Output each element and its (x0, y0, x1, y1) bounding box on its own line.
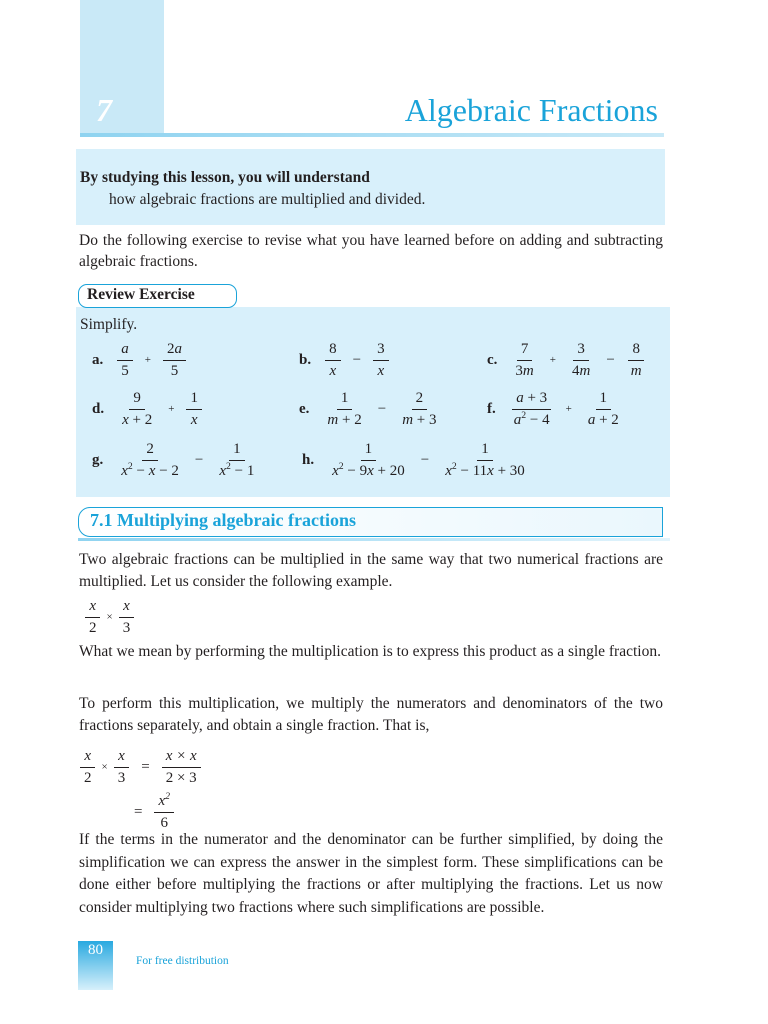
fraction (584, 390, 623, 428)
denominator: x (190, 411, 198, 428)
exercise-item-a (92, 341, 186, 379)
numerator: x (80, 748, 95, 768)
operator: + (144, 354, 151, 366)
operator: + (549, 354, 556, 366)
intro-paragraph: Do the following exercise to revise what you have learned before on adding and subtracting algebraic fractions. (79, 232, 663, 270)
fraction (398, 390, 440, 428)
denominator: $x^2 - 1$ (219, 460, 255, 479)
numerator: 2 (142, 441, 158, 461)
chapter-number: 7 (96, 92, 112, 128)
denominator: $a^2 - 4$ (513, 409, 550, 428)
denominator: 2 × 3 (165, 769, 197, 786)
section-paragraph-1: Two algebraic fractions can be multiplied in the same way that two numerical fractions are multiplied. Let us consider the following example. (79, 551, 663, 590)
fraction (373, 341, 389, 379)
operator: − (194, 451, 204, 468)
derivation-step-2 (124, 793, 174, 831)
fraction (117, 441, 183, 479)
exercise-item-f (487, 390, 623, 428)
equals-sign: = (134, 803, 143, 820)
operator: − (377, 400, 387, 417)
times-sign: × (106, 611, 113, 623)
numerator: a (117, 341, 133, 361)
numerator: 3 (573, 341, 589, 361)
exercise-item-b (299, 341, 389, 379)
numerator: 3 (373, 341, 389, 361)
numerator: 1 (229, 441, 245, 461)
operator: − (606, 351, 615, 368)
numerator: 1 (337, 390, 353, 410)
section-paragraph-4: If the terms in the numerator and the denominator can be further simplified, by doing the simplification we can express the answer in the simplest form. These simplifications can be done either before multiplying the fractions or after multiplying the fractions. Let us now consider multiplying two fractions where such simplifications are possible. (79, 831, 663, 916)
numerator: 1 (361, 441, 377, 461)
fraction (325, 341, 341, 379)
numerator: 2a (163, 341, 186, 361)
section-title: 7.1 Multiplying algebraic fractions (90, 510, 356, 530)
fraction (162, 748, 201, 786)
numerator: x (114, 748, 129, 768)
exercise-item-d (92, 390, 202, 428)
fraction (323, 390, 365, 428)
fraction (85, 598, 101, 636)
denominator: 3m (515, 362, 534, 379)
numerator: 8 (628, 341, 644, 361)
numerator: 1 (477, 441, 493, 461)
numerator: x × x (162, 748, 201, 768)
numerator: 7 (517, 341, 533, 361)
operator: − (420, 451, 430, 468)
equals-sign: = (141, 758, 150, 775)
denominator: 4m (571, 362, 591, 379)
exercise-item-h (302, 441, 529, 479)
fraction (163, 341, 186, 379)
chapter-header-strip (80, 0, 164, 133)
numerator: 1 (596, 390, 612, 410)
denominator: $x^2 - 11x + 30$ (445, 460, 525, 479)
objectives-box (76, 149, 665, 225)
fraction (511, 341, 537, 379)
denominator: a + 2 (587, 411, 619, 428)
operator: + (565, 403, 572, 415)
exercise-item-e (299, 390, 441, 428)
footer-text: For free distribution (136, 955, 229, 967)
fraction (441, 441, 529, 479)
fraction (328, 441, 409, 479)
exercise-label: d. (92, 400, 105, 417)
fraction (627, 341, 646, 379)
numerator: 9 (129, 390, 145, 410)
section-paragraph-2: What we mean by performing the multiplication is to express this product as a single fraction. (79, 643, 661, 660)
operator: + (168, 403, 175, 415)
fraction (568, 341, 594, 379)
exercise-item-g (92, 441, 258, 479)
denominator: x + 2 (122, 411, 153, 428)
exercise-label: h. (302, 451, 315, 468)
section-paragraph-3: To perform this multiplication, we multiply the numerators and denominators of the two fractions separately, and obtain a single fraction. That is, (79, 695, 663, 734)
denominator: m + 2 (327, 411, 362, 428)
fraction (119, 598, 135, 636)
exercise-label: c. (487, 351, 498, 368)
exercise-label: a. (92, 351, 104, 368)
section-underline (78, 538, 670, 541)
example-product (85, 598, 134, 636)
chapter-title: Algebraic Fractions (404, 92, 658, 128)
page-number: 80 (88, 942, 103, 958)
numerator: x (85, 598, 100, 618)
title-underline (80, 133, 664, 137)
denominator: x (377, 362, 385, 379)
denominator: 5 (170, 362, 179, 379)
exercise-label: f. (487, 400, 496, 417)
denominator: m + 3 (402, 411, 437, 428)
denominator: 3 (117, 769, 126, 786)
numerator: $x^2$ (154, 793, 174, 813)
exercise-label: e. (299, 400, 310, 417)
derivation-step-1 (80, 748, 201, 786)
fraction (118, 390, 156, 428)
review-exercise-tag (78, 284, 237, 308)
numerator: x (119, 598, 134, 618)
numerator: a + 3 (512, 390, 551, 410)
fraction (186, 390, 202, 428)
objectives-heading: By studying this lesson, you will understand (80, 169, 370, 186)
denominator: 6 (160, 814, 168, 831)
fraction (215, 441, 258, 479)
review-exercise-title: Review Exercise (87, 286, 195, 303)
operator: − (352, 351, 362, 368)
exercise-label: b. (299, 351, 312, 368)
exercise-label: g. (92, 451, 104, 468)
denominator: $x^2 - x - 2$ (121, 460, 179, 479)
numerator: 8 (325, 341, 341, 361)
fraction (154, 793, 174, 831)
fraction (117, 341, 133, 379)
numerator: 2 (412, 390, 428, 410)
denominator: 3 (122, 619, 131, 636)
fraction (80, 748, 96, 786)
numerator: 1 (186, 390, 202, 410)
denominator: x (329, 362, 337, 379)
denominator: m (630, 362, 642, 379)
fraction (510, 390, 554, 428)
objectives-item: how algebraic fractions are multiplied and divided. (109, 191, 426, 208)
fraction (114, 748, 130, 786)
denominator: 2 (84, 769, 92, 786)
denominator: $x^2 - 9x + 20$ (332, 460, 405, 479)
simplify-instruction: Simplify. (80, 316, 138, 333)
exercise-item-c (487, 341, 646, 379)
times-sign: × (101, 761, 108, 773)
denominator: 5 (121, 362, 129, 379)
denominator: 2 (89, 619, 97, 636)
